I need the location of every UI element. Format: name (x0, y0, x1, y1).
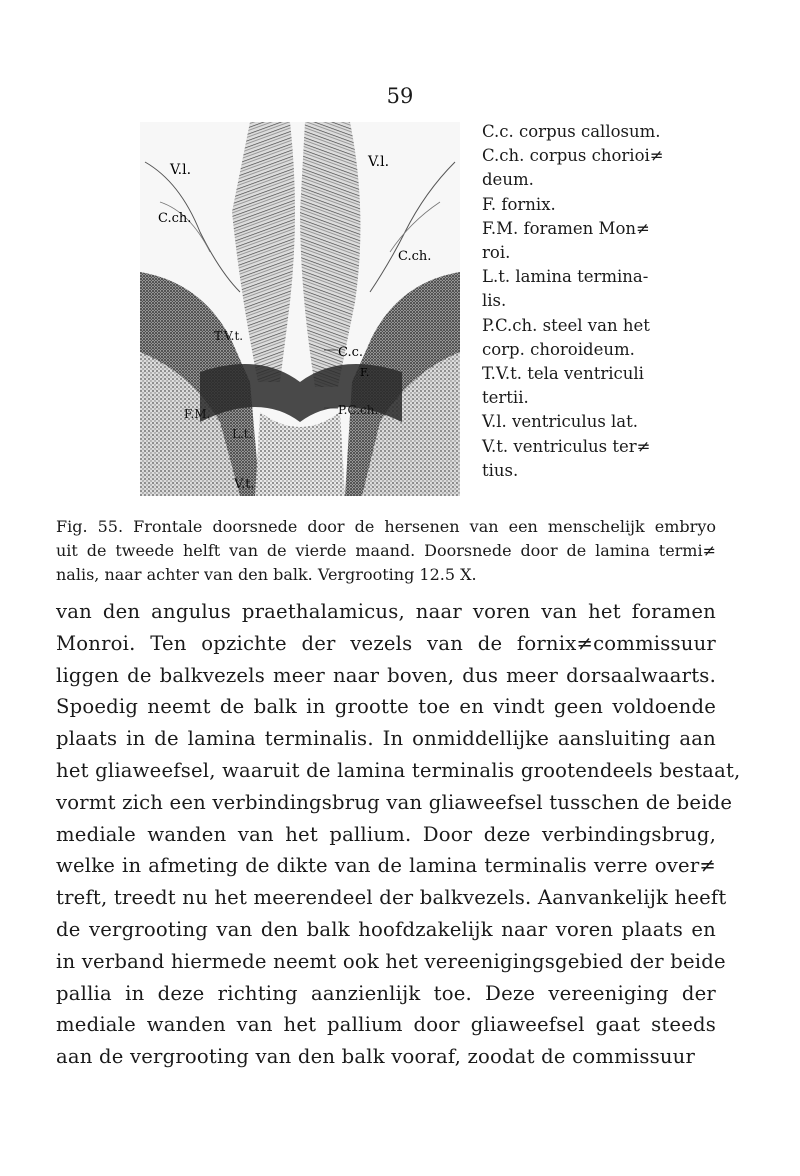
label-pcch: P.C.ch. (338, 403, 379, 417)
legend-item: F. fornix. (482, 194, 556, 214)
label-vl-left: V.l. (170, 162, 192, 178)
label-cch-left: C.ch. (158, 211, 192, 226)
body-line: van den angulus praethalamicus, naar voren van het foramen (56, 600, 716, 623)
body-line: pallia in deze richting aanzienlijk toe. Deze vereeniging der (56, 981, 716, 1005)
label-vl-right: V.l. (368, 154, 390, 170)
caption-line: nalis, naar achter van den balk. Vergrooting 12.5 X. (56, 565, 477, 584)
label-cc: C.c. (338, 345, 364, 360)
body-line: treft, treedt nu het meerendeel der balkvezels. Aanvankelijk heeft (56, 886, 727, 910)
figure-caption (56, 515, 716, 587)
label-vt: V.t. (234, 477, 255, 492)
legend-item: deum. (482, 170, 534, 190)
body-line: liggen de balkvezels meer naar boven, dus meer dorsaalwaarts. (56, 663, 716, 687)
figure-legend (482, 120, 722, 483)
body-line: in verband hiermede neemt ook het vereenigingsgebied der beide (56, 949, 726, 973)
brain-section-illustration (140, 122, 460, 496)
legend-item: T.V.t. tela ventriculi (482, 364, 644, 384)
legend-item: roi. (482, 243, 511, 263)
legend-item: C.c. corpus callosum. (482, 122, 661, 141)
legend-item: tius. (482, 460, 519, 480)
body-line: welke in afmeting de dikte van de lamina terminalis verre over≠ (56, 854, 716, 878)
body-line: mediale wanden van het pallium door gliaweefsel gaat steeds (56, 1013, 716, 1037)
label-f: F. (360, 366, 370, 379)
body-line: aan de vergrooting van den balk vooraf, zoodat de commissuur (56, 1045, 696, 1069)
body-line: het gliaweefsel, waaruit de lamina terminalis grootendeels bestaat, (56, 758, 741, 782)
body-line: Spoedig neemt de balk in grootte toe en vindt geen voldoende (56, 695, 716, 719)
caption-line: Fig. 55. Frontale doorsnede door de hersenen van een menschelijk embryo (56, 517, 716, 536)
legend-item: V.t. ventriculus ter≠ (482, 436, 651, 456)
body-line: vormt zich een verbindingsbrug van gliaweefsel tusschen de beide (56, 790, 733, 814)
body-line: mediale wanden van het pallium. Door deze verbindingsbrug, (56, 822, 716, 846)
label-lt: L.t. (232, 427, 253, 441)
legend-item: C.ch. corpus chorioi≠ (482, 146, 664, 166)
legend-item: lis. (482, 291, 507, 311)
legend-item: V.l. ventriculus lat. (482, 412, 639, 432)
label-cch-right: C.ch. (398, 249, 432, 264)
page-number: 59 (386, 84, 414, 108)
legend-item: tertii. (482, 388, 529, 408)
label-fm: F.M. (184, 407, 211, 421)
body-line: de vergrooting van den balk hoofdzakelijk naar voren plaats en (56, 917, 716, 941)
body-text (56, 596, 741, 1073)
histology-figure (140, 122, 460, 496)
legend-item: F.M. foramen Mon≠ (482, 218, 650, 238)
legend-item: corp. choroideum. (482, 339, 635, 359)
label-tvt: T.V.t. (214, 329, 244, 343)
caption-line: uit de tweede helft van de vierde maand. Doorsnede door de lamina termi≠ (56, 541, 716, 560)
body-line: plaats in de lamina terminalis. In onmiddellijke aansluiting aan (56, 727, 716, 751)
legend-item: P.C.ch. steel van het (482, 315, 650, 335)
body-line: Monroi. Ten opzichte der vezels van de fornix≠commissuur (56, 631, 716, 655)
legend-item: L.t. lamina termina- (482, 267, 649, 287)
